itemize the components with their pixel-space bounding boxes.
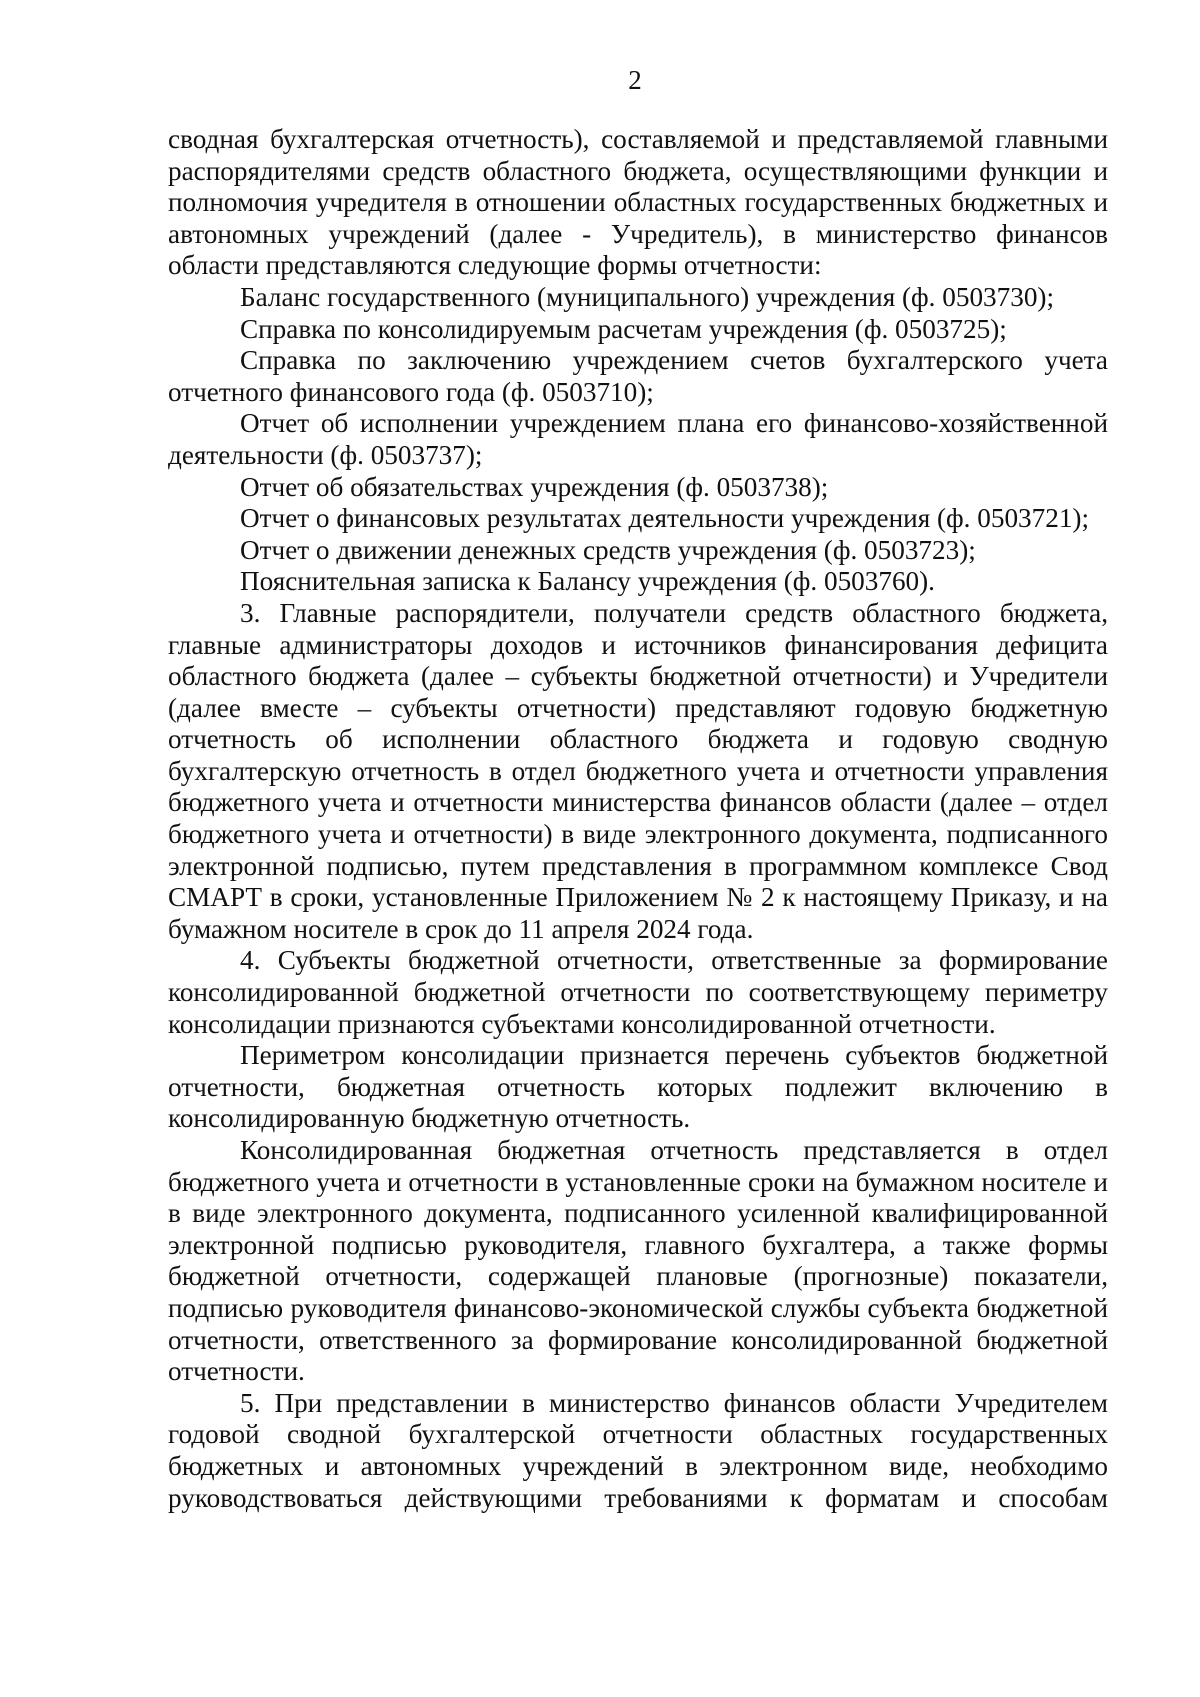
paragraph-item-3: 3. Главные распорядители, получатели средств областного бюджета, главные администраторы доходов и источников финансирования дефицита областного бюджета (далее – субъекты бюджетной отчетности) и Учредители (далее вместе – субъекты отчетности) представляют годовую бюджетную отчетность об исполнении областного бюджета и годовую сводную бухгалтерскую отчетность в отдел бюджетного учета и отчетности управления бюджетного учета и отчетности министерства финансов области (далее – отдел бюджетного учета и отчетности) в виде электронного документа, подписанного электронной подписью, путем представления в программном комплексе Свод СМАРТ в сроки, установленные Приложением № 2 к настоящему Приказу, и на бумажном носителе в срок до 11 апреля 2024 года. [168, 597, 1108, 944]
paragraph-consolidated-reporting: Консолидированная бюджетная отчетность представляется в отдел бюджетного учета и отчетности в установленные сроки на бумажном носителе и в виде электронного документа, подписанного усиленной квалифицированной электронной подписью руководителя, главного бухгалтера, а также формы бюджетной отчетности, содержащей плановые (прогнозные) показатели, подписью руководителя финансово-экономической службы субъекта бюджетной отчетности, ответственного за формирование консолидированной бюджетной отчетности. [168, 1135, 1108, 1387]
paragraph-form-0503721: Отчет о финансовых результатах деятельности учреждения (ф. 0503721); [240, 503, 1090, 534]
paragraph-consolidation-perimeter: Периметром консолидации признается перечень субъектов бюджетной отчетности, бюджетная отчетность которых подлежит включению в консолидированную бюджетную отчетность. [168, 1040, 1108, 1134]
paragraph-reporting-forms-intro: сводная бухгалтерская отчетность), составляемой и представляемой главными распорядителями средств областного бюджета, осуществляющими функции и полномочия учредителя в отношении областных государственных бюджетных и автономных учреждений (далее - Учредитель), в министерство финансов области представляются следующие формы отчетности: [168, 124, 1108, 281]
paragraph-form-0503723: Отчет о движении денежных средств учреждения (ф. 0503723); [240, 534, 976, 565]
document-body [168, 124, 1108, 1514]
paragraph-item-5: 5. При представлении в министерство финансов области Учредителем годовой сводной бухгалтерской отчетности областных государственных бюджетных и автономных учреждений в электронном виде, необходимо руководствоваться действующими требованиями к форматам и способам [168, 1387, 1108, 1513]
paragraph-form-0503730: Баланс государственного (муниципального) учреждения (ф. 0503730); [240, 281, 1055, 312]
paragraph-item-4: 4. Субъекты бюджетной отчетности, ответственные за формирование консолидированной бюджетной отчетности по соответствующему периметру консолидации признаются субъектами консолидированной отчетности. [168, 945, 1108, 1039]
paragraph-form-0503738: Отчет об обязательствах учреждения (ф. 0503738); [240, 471, 829, 502]
paragraph-form-0503760: Пояснительная записка к Балансу учреждения (ф. 0503760). [240, 566, 935, 597]
page-number: 2 [628, 65, 642, 95]
paragraph-form-0503710: Справка по заключению учреждением счетов бухгалтерского учета отчетного финансового года (ф. 0503710); [168, 345, 1108, 407]
paragraph-form-0503737: Отчет об исполнении учреждением плана его финансово-хозяйственной деятельности (ф. 0503737); [168, 408, 1108, 470]
paragraph-form-0503725: Справка по консолидируемым расчетам учреждения (ф. 0503725); [240, 313, 1007, 344]
